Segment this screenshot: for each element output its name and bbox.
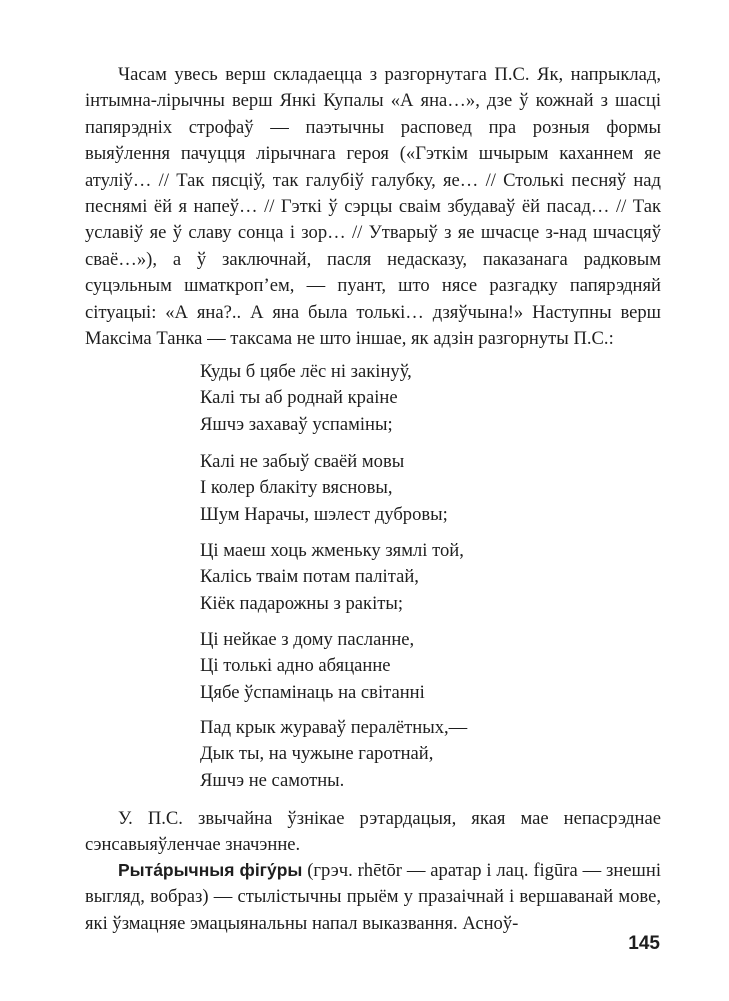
poem-stanza-2 [200, 449, 530, 528]
poem-line: Калі ты аб роднай краіне [200, 387, 398, 409]
poem-stanza-4 [200, 627, 530, 706]
poem-line: Пад крык жураваў пералётных,— [200, 717, 468, 738]
poem-line: Цябе ўспамінаць на світанні [200, 681, 425, 703]
poem-line: Калі не забыў сваёй мовы [200, 451, 405, 472]
poem-line: Ці маеш хоць жменьку зямлі той, [200, 540, 464, 561]
term-heading: Рыта́рычныя фігу́ры [118, 860, 303, 880]
poem-line: Ці толькі адно абяцанне [200, 655, 391, 677]
poem-line: Дык ты, на чужыне гаротнай, [200, 743, 434, 765]
paragraph-retardation: У. П.С. звычайна ўзнікае рэтардацыя, якая мае непасрэднае сэнсавыяўленчае значэнне. [85, 808, 661, 856]
poem-line: Яшчэ захаваў успаміны; [200, 413, 393, 435]
poem-line: Шум Нарачы, шэлест дубровы; [200, 503, 448, 525]
poem-stanza-3 [200, 538, 530, 617]
poem-line: І колер блакіту вясновы, [200, 477, 393, 499]
paragraph-rhetorical-figures [85, 857, 661, 937]
poem-line: Калісь тваім потам палітай, [200, 566, 419, 588]
term-definition: (грэч. rhētōr — аратар і лац. figūra — знешні выгляд, вобраз) — стылістычны прыём у празаічнай і вершаванай мове, які ўзмацняе эмацыянальны напал выказвання. Асноў- [85, 860, 661, 934]
poem-stanza-1 [200, 359, 530, 438]
page-number: 145 [628, 933, 660, 954]
poem-line: Яшчэ не самотны. [200, 769, 345, 791]
poem-line: Ці нейкае з дому пасланне, [200, 629, 415, 650]
paragraph-intro: Часам увесь верш складаецца з разгорнутага П.С. Як, напрыклад, інтымна-лірычны верш Янкі Купалы «А яна…», дзе ў кожнай з шасці папярэдніх строфаў — паэтычны расповед пра розныя формы выяўлення пачуцця лірычнага героя («Гэткім шчырым каханнем яе атуліў… // Так пясціў, так галубіў галубку, яе… // Столькі песняў над песнямі ёй я напеў… // Гэткі ў сэрцы сваім збудаваў ёй пасад… // Так уславіў яе ў славу сонца і зор… // Утварыў з яе шчасце з-над шчасцяў сваё…»), а ў заключнай, пасля недасказу, паказанага радковым суцэльным шматкроп’ем, — пуант, што нясе разгадку папярэдняй сітуацыі: «А яна?.. А яна была толькі… дзяўчына!» Наступны верш Максіма Танка — таксама не што іншае, як адзін разгорнуты П.С.: [85, 64, 661, 350]
poem-line: Куды б цябе лёс ні закінуў, [200, 361, 412, 382]
poem-line: Кіёк падарожны з ракіты; [200, 592, 404, 614]
poem-stanza-5 [200, 715, 530, 794]
